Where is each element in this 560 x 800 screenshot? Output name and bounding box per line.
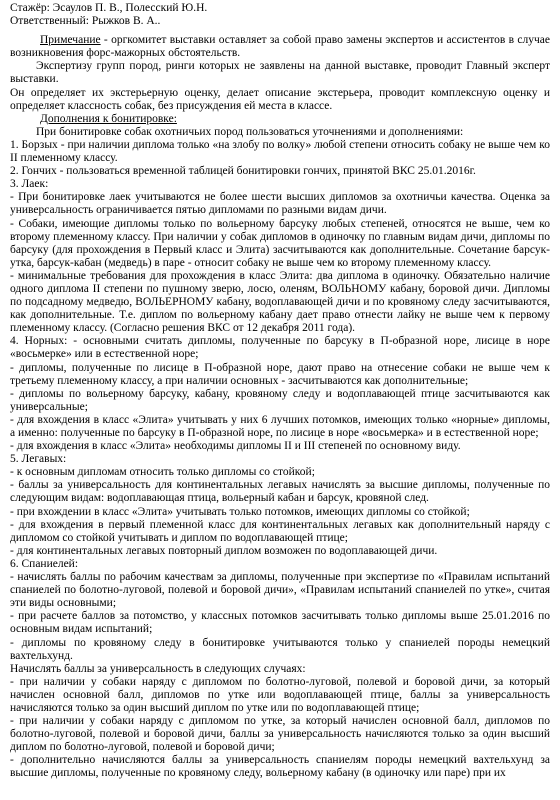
rule-line: - при вхождении в класс «Элита» учитывать только потомков, имеющих дипломы со стойкой; [10, 505, 470, 518]
rule-line: 2. Гончих - пользоваться временной таблицей бонитировки гончих, принятой ВКС 25.01.2016г. [10, 165, 476, 178]
rule-line: - дополнительно начисляются баллы за универсальность спаниелям породы немецкий вахтельхунд за высшие дипломы, полученные по кровяному следу, вольерному кабану (в одиночку или паре) при их [10, 754, 550, 780]
note-paragraph [10, 34, 550, 60]
note-label: Примечание [40, 34, 101, 47]
addenda-intro: При бонитировке собак охотничьих пород пользоваться уточнениями и дополнениями: [36, 125, 464, 138]
rule-line: 1. Борзых - при наличии диплома только «на злобу по волку» любой степени относить собаку не выше чем ко II племенному классу. [10, 138, 550, 165]
rule-line: - при наличии у собаки наряду с дипломом по болотно-луговой, полевой и боровой дичи, за который начислен основной балл, дипломов по утке или водоплавающей птице, баллы за универсальность начисляются только за один высший диплом по утке или по водоплавающей птице; [10, 675, 550, 714]
rule-line: - для континентальных легавых повторный диплом возможен по водоплавающей дичи. [10, 544, 438, 557]
rules-list [10, 139, 550, 781]
rule-line: - дипломы, полученные по лисице в П-образной норе, дают право на отнесение собаки не выше чем к третьему племенному классу, а при наличии основных - засчитываются как дополнительные; [10, 361, 550, 387]
rule-line: - для вхождения в класс «Элита» учитывать у них 6 лучших потомков, имеющих только «норные» дипломы, а именно: полученные по барсуку в П-образной норе, по лисице в норе «восьмерка» и в естественной норе; [10, 413, 550, 439]
rule-line: 4. Норных: - основными считать дипломы, полученные по барсуку в П-образной норе, лисице в норе «восьмерке» или в естественной норе; [10, 335, 550, 361]
rule-line: - минимальные требования для прохождения в класс Элита: два диплома в одиночку. Обязательно наличие одного диплома II степени по пушному зверю, лосю, оленям, ВОЛЬНОМУ кабану, боровой дичи. Дипломы по подсадному медведю, ВОЛЬЕРНОМУ кабану, водоплавающей дичи и по кровяному следу засчитываются, как дополнительные. Т.е. диплом по вольерному кабану дает право отнести лайку не выше чем к первому племенному классу. (Согласно решения ВКС от 12 декабря 2011 года). [10, 269, 550, 335]
rule-line: - для вхождения в класс «Элита» необходимы дипломы II и III степеней по основному виду. [10, 440, 461, 453]
rule-line: - для вхождения в первый племенной класс для континентальных легавых как дополнительный наряду с дипломом со стойкой учитывать и диплом по водоплавающей птице; [10, 518, 550, 544]
trainee-line: Стажёр: Эсаулов П. В., Полесский Ю.Н. [10, 2, 208, 14]
addenda-heading [10, 113, 550, 126]
rule-line: 3. Лаек: [10, 178, 49, 191]
rule-line: - при наличии у собаки наряду с дипломом по утке, за который начислен основной балл, дипломов по болотно-луговой, полевой и боровой дичи, баллы за универсальность начисляются только за один высший диплом по болотно-луговой, полевой и боровой дичи; [10, 715, 550, 754]
addenda-heading-text: Дополнения к бонитировке: [40, 112, 177, 125]
paragraph-chief-expert: Экспертизу групп пород, ринги которых не заявлены на данной выставке, проводит Главный эксперт выставки. [10, 60, 550, 86]
rule-line: - начислять баллы по рабочим качествам за дипломы, полученные при экспертизе по «Правилам испытаний спаниелей по болотно-луговой, полевой и боровой дичи», «Правилам испытаний спаниелей по утке», считая эти виды основными; [10, 571, 550, 610]
paragraph-assessment: Он определяет их экстерьерную оценку, делает описание экстерьера, проводит комплексную оценку и определяет классность собак, без присуждения ей места в классе. [10, 86, 550, 112]
rule-line: - при расчете баллов за потомство, у классных потомков засчитывать только дипломы выше 25.01.2016 по основным видам испытаний; [10, 610, 550, 636]
rule-line: 6. Спаниелей: [10, 557, 79, 570]
responsible-line: Ответственный: Рыжков В. А.. [10, 15, 161, 28]
note-text: - оргкомитет выставки оставляет за собой право замены экспертов и ассистентов в случае возникновения форс-мажорных обстоятельств. [10, 34, 550, 60]
rule-line: - дипломы по кровяному следу в бонитировке учитываются только у спаниелей породы немецкий вахтельхунд. [10, 636, 550, 662]
rule-line: - Собаки, имеющие дипломы только по вольерному барсуку любых степеней, относятся не выше, чем ко второму племенному классу. При наличии у собак дипломов в одиночку по главным видам дичи, дипломы по барсуку (для прохождения в Первый класс и Элита) засчитываются как дополнительные. Сочетание барсук-утка, барсук-кабан (медведь) в паре - относит собаку не выше чем ко второму племенному классу. [10, 217, 550, 269]
rule-line: 5. Легавых: [10, 453, 67, 466]
rule-line: Начислять баллы за универсальность в следующих случаях: [10, 662, 306, 675]
rule-line: - к основным дипломам относить только дипломы со стойкой; [10, 466, 315, 479]
rule-line: - дипломы по вольерному барсуку, кабану, кровяному следу и водоплавающей птице засчитываются как универсальные; [10, 387, 550, 413]
rule-line: - При бонитировке лаек учитываются не более шести высших дипломов за охотничьи качества. Оценка за универсальность ограничивается пятью дипломами по разными видам дичи. [10, 191, 550, 217]
rule-line: - баллы за универсальность для континентальных легавых начислять за высшие дипломы, полученные по следующим видам: водоплавающая птица, вольерный кабан и барсук, кровяной след. [10, 479, 550, 505]
